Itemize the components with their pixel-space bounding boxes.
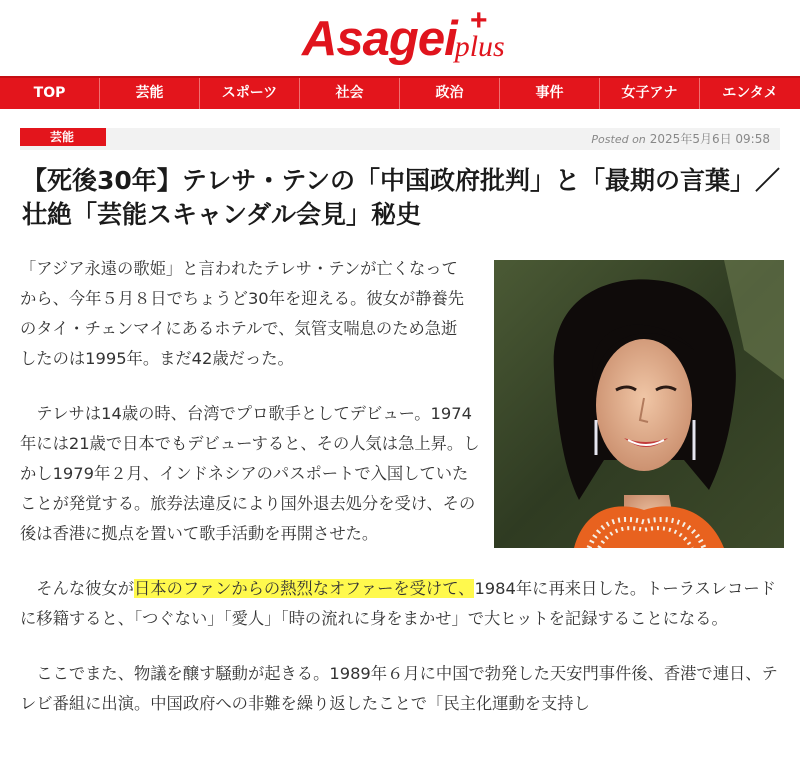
article-photo <box>494 260 784 548</box>
article-meta-bar <box>20 128 780 150</box>
p3-text-after: 1984年に再来日した。トーラスレコードに移籍すると、「つぐない」「愛人」「時の流れに身をまかせ」で大ヒットを記録することになる。 <box>20 579 776 628</box>
site-logo[interactable] <box>302 4 505 70</box>
nav-item-entertainment[interactable]: 芸能 <box>100 78 200 109</box>
highlighted-text: 日本のファンからの熱烈なオファーを受けて、 <box>134 579 475 598</box>
site-header <box>0 0 800 76</box>
paragraph-1: 「アジア永遠の歌姫」と言われたテレサ・テンが亡くなってから、今年５月８日でちょうど30年を迎える。彼女が静養先のタイ・チェンマイにあるホテルで、気管支喘息のため急逝したのは1995年。まだ42歳だった。 <box>20 259 465 368</box>
paragraph-2: テレサは14歳の時、台湾でプロ歌手としてデビュー。1974年には21歳で日本でもデビューすると、その人気は急上昇。しかし1979年２月、インドネシアのパスポートで入国していたことが発覚する。旅券法違反により国外退去処分を受け、その後は香港に拠点を置いて歌手活動を再開させた。 <box>20 404 480 543</box>
paragraph-3 <box>20 574 785 634</box>
posted-label: Posted on <box>591 133 646 146</box>
nav-item-entame[interactable]: エンタメ <box>722 85 778 101</box>
nav-item-politics[interactable]: 政治 <box>400 78 500 109</box>
date-value: 2025年5月6日 09:58 <box>649 132 770 146</box>
posted-date <box>591 130 770 149</box>
logo-suffix: plus <box>454 30 505 63</box>
nav-item-top[interactable]: TOP <box>0 78 100 109</box>
paragraph-4: ここでまた、物議を醸す騒動が起きる。1989年６月に中国で勃発した天安門事件後、香港で連日、テレビ番組に出演。中国政府への非難を繰り返したことで「民主化運動を支持し <box>20 664 778 713</box>
category-badge[interactable]: 芸能 <box>20 128 106 146</box>
plus-icon: + <box>470 4 488 37</box>
nav-item-incidents[interactable]: 事件 <box>500 78 600 109</box>
nav-item-sports[interactable]: スポーツ <box>200 78 300 109</box>
logo-text: Asagei <box>302 12 457 66</box>
article-body <box>20 254 790 719</box>
main-nav <box>0 76 800 109</box>
portrait-image <box>494 260 784 548</box>
p3-text-before: そんな彼女が <box>36 579 134 598</box>
nav-item-society[interactable]: 社会 <box>300 78 400 109</box>
nav-item-announcers[interactable]: 女子アナ <box>600 78 700 109</box>
article-title: 【死後30年】テレサ・テンの「中国政府批判」と「最期の言葉」／壮絶「芸能スキャンダル会見」秘史 <box>22 166 781 229</box>
